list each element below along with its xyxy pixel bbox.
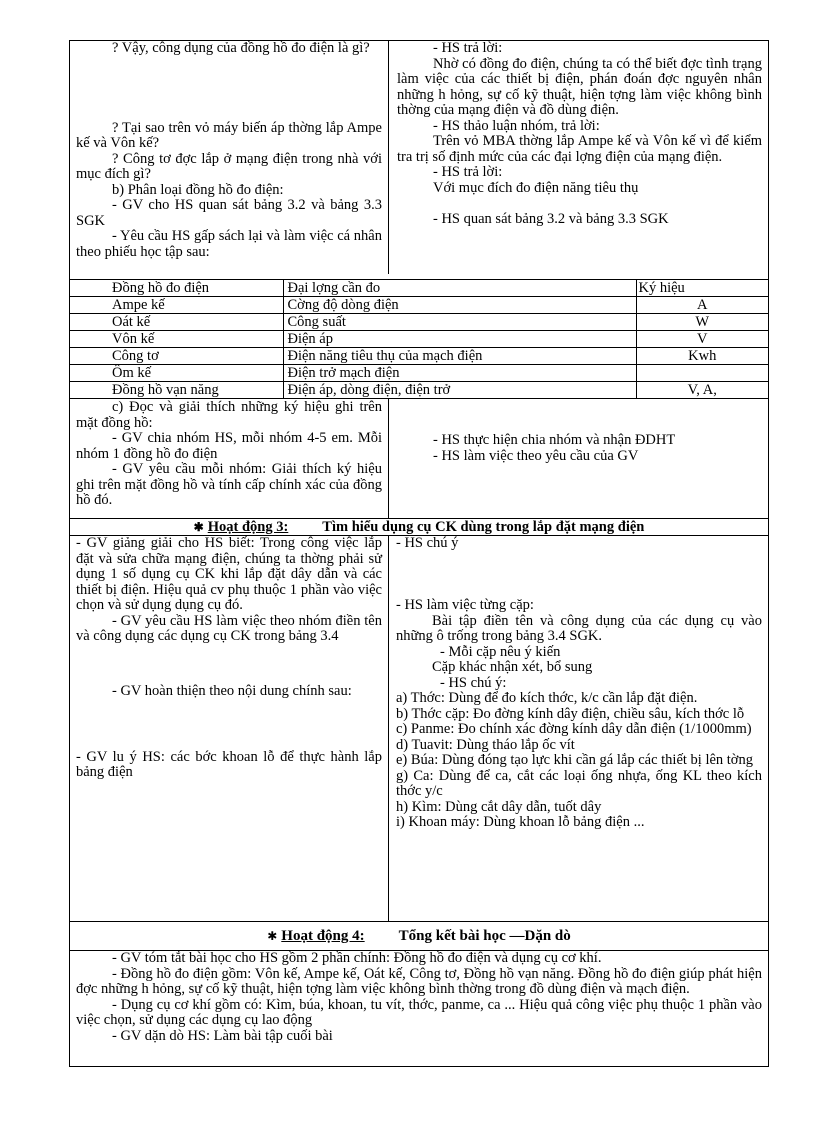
tool-caliper: b) Thớc cặp: Đo đờng kính dây điện, chiều sâu, kích thớc lỗ	[396, 705, 745, 722]
table-cell: Công tơ	[70, 348, 283, 365]
student-column	[389, 399, 768, 518]
student-opinion: - Mỗi cặp nêu ý kiến	[440, 643, 561, 660]
meter-table	[70, 280, 768, 399]
summary-line: - Đồng hồ đo điện gồm: Vôn kế, Ampe kế, Oát kế, Công tơ, Đồng hồ vạn năng. Đồng hồ đo điện giúp phát hiện đợc những h hỏng, sự cố kỹ thuật, hiện tợng làm việc không bình thờng trong đồ dùng điện và mạch điện.	[76, 965, 762, 997]
table-row	[70, 331, 768, 348]
teacher-column	[70, 41, 389, 274]
student-answer-label-2: - HS trả lời:	[433, 164, 503, 180]
teacher-column	[70, 536, 389, 921]
table-header: Đại lợng cần đo	[283, 280, 636, 297]
table-cell: Điện áp	[283, 331, 636, 348]
tool-ruler: a) Thớc: Dùng để đo kích thớc, k/c cần lắp đặt điện.	[396, 690, 698, 706]
teacher-complete: - GV hoàn thiện theo nội dung chính sau:	[112, 682, 352, 699]
table-row	[70, 314, 768, 331]
lesson-page	[69, 40, 769, 1067]
table-cell: Điện năng tiêu thụ của mạch điện	[283, 348, 636, 365]
table-cell: A	[636, 297, 768, 314]
teacher-task: - GV yêu cầu mỗi nhóm: Giải thích ký hiệu ghi trên mặt đồng hồ và tính cấp chính xác của đồng hồ đó.	[76, 461, 382, 508]
summary-line: - Dụng cụ cơ khí gồm có: Kìm, búa, khoan, tu vít, thớc, panme, ca ... Hiệu quả công việc phụ thuộc 1 phần vào việc chọn, sử dụng các dụng cụ lao động	[76, 996, 762, 1028]
table-cell: Kwh	[636, 348, 768, 365]
student-feedback: Cặp khác nhận xét, bổ sung	[432, 659, 593, 675]
question-transformer: ? Tại sao trên vỏ máy biến áp thờng lắp Ampe kế và Vôn kế?	[76, 119, 382, 151]
summary-line: - GV dặn dò HS: Làm bài tập cuối bài	[112, 1027, 333, 1044]
tool-hammer: e) Búa: Dùng đóng tạo lực khi cần gá lắp các thiết bị lên tờng	[396, 752, 753, 768]
student-answer-label: - HS trả lời:	[433, 41, 503, 56]
teacher-note: - GV lu ý HS: các bớc khoan lỗ để thực hành lắp bảng điện	[76, 748, 382, 780]
star-icon: ✱	[193, 520, 204, 534]
star-icon: ✱	[267, 929, 278, 943]
row-tools	[70, 535, 768, 921]
table-header: Đồng hồ đo điện	[70, 280, 283, 297]
question-meter: ? Công tơ đợc lắp ở mạng điện trong nhà với mục đích gì?	[76, 150, 382, 182]
table-header-row	[70, 280, 768, 297]
teacher-column	[70, 399, 389, 518]
tool-screwdriver: d) Tuavit: Dùng tháo lắp ốc vít	[396, 736, 575, 753]
activity-4-header	[70, 921, 768, 950]
table-cell: Cờng độ dòng điện	[283, 297, 636, 314]
section-b-heading: b) Phân loại đồng hồ đo điện:	[112, 181, 284, 198]
row-questions	[70, 41, 768, 274]
table-cell: Oát kế	[70, 314, 283, 331]
summary-section	[70, 950, 768, 1044]
student-exercise: Bài tập điền tên và công dụng của các dụng cụ vào những ô trống trong bảng 3.4 SGK.	[396, 612, 762, 644]
section-c-heading: c) Đọc và giải thích những ký hiệu ghi trên mặt đồng hồ:	[76, 399, 382, 431]
table-row	[70, 365, 768, 382]
tool-pliers: h) Kìm: Dùng cắt dây dẫn, tuốt dây	[396, 798, 602, 815]
table-cell: W	[636, 314, 768, 331]
row-symbols	[70, 399, 768, 518]
activity-label: Hoạt động 4:	[281, 928, 365, 944]
teacher-explain: - GV giảng giải cho HS biết: Trong công việc lắp đặt và sửa chữa mạng điện, chúng ta thờng phải sử dụng 1 số dụng cụ CK khi lắp đặt dây dẫn và các thiết bị điện. Hiệu quả cv phụ thuộc 1 phần vào việc chọn và sử dụng dụng cụ đó.	[76, 536, 382, 613]
student-answer: Nhờ có đồng đo điện, chúng ta có thể biết đợc tình trạng làm việc của các thiết bị điện, phán đoán đợc nguyên nhân những h hỏng, sự cố kỹ thuật, hiện tợng làm việc không bình thờng của mạng điện và đồ dùng điện.	[397, 55, 762, 118]
student-pair-work: - HS làm việc từng cặp:	[396, 597, 534, 613]
activity-label: Hoạt động 3:	[207, 519, 289, 535]
student-attention-2: - HS chú ý:	[440, 674, 507, 691]
table-row	[70, 382, 768, 399]
table-cell: Vôn kế	[70, 331, 283, 348]
question-purpose: ? Vậy, công dụng của đồng hồ đo điện là gì?	[112, 41, 370, 56]
table-cell: Ôm kế	[70, 365, 283, 382]
table-cell: Đồng hồ vạn năng	[70, 382, 283, 399]
table-cell: Ampe kế	[70, 297, 283, 314]
teacher-assign: - GV yêu cầu HS làm việc theo nhóm điền tên và công dụng các dụng cụ CK trong bảng 3.4	[76, 612, 382, 644]
table-cell: V	[636, 331, 768, 348]
table-header: Ký hiệu	[636, 280, 768, 297]
table-cell	[636, 365, 768, 382]
table-cell: Công suất	[283, 314, 636, 331]
student-column	[389, 536, 768, 921]
meter-table-section	[70, 279, 768, 399]
summary-line: - GV tóm tắt bài học cho HS gồm 2 phần chính: Đồng hồ đo điện và dụng cụ cơ khí.	[112, 950, 602, 966]
student-group: - HS thực hiện chia nhóm và nhận ĐDHT	[433, 432, 676, 448]
table-cell: Điện trở mạch điện	[283, 365, 636, 382]
activity-title: Tổng kết bài học —Dặn dò	[398, 928, 571, 944]
tool-drill: i) Khoan máy: Dùng khoan lỗ bảng điện ...	[396, 814, 645, 830]
student-discuss-label: - HS thảo luận nhóm, trả lời:	[433, 117, 600, 134]
table-cell: V, A,	[636, 382, 768, 399]
student-answer-2: Với mục đích đo điện năng tiêu thụ	[433, 179, 639, 196]
teacher-instruction: - GV cho HS quan sát bảng 3.2 và bảng 3.3 SGK	[76, 197, 382, 229]
student-work: - HS làm việc theo yêu cầu của GV	[433, 447, 639, 464]
teacher-request: - Yêu cầu HS gấp sách lại và làm việc cá nhân theo phiếu học tập sau:	[76, 228, 382, 260]
student-observe: - HS quan sát bảng 3.2 và bảng 3.3 SGK	[433, 210, 669, 227]
table-row	[70, 297, 768, 314]
teacher-group: - GV chia nhóm HS, mỗi nhóm 4-5 em. Mỗi nhóm 1 đồng hồ đo điện	[76, 430, 382, 462]
tool-saw: g) Ca: Dùng để ca, cắt các loại ống nhựa, ống KL theo kích thớc y/c	[396, 767, 762, 799]
table-row	[70, 348, 768, 365]
tool-micrometer: c) Panme: Đo chính xác đờng kính dây dẫn điện (1/1000mm)	[396, 721, 752, 737]
student-column	[389, 41, 768, 274]
activity-title: Tìm hiểu dụng cụ CK dùng trong lắp đặt mạng điện	[322, 519, 645, 535]
student-discuss-answer: Trên vỏ MBA thờng lắp Ampe kế và Vôn kế vì để kiểm tra trị số định mức của các đại lợng điện của mạng điện.	[397, 133, 762, 165]
student-attention: - HS chú ý	[396, 536, 459, 551]
table-cell: Điện áp, dòng điện, điện trở	[283, 382, 636, 399]
activity-3-header	[70, 518, 768, 535]
